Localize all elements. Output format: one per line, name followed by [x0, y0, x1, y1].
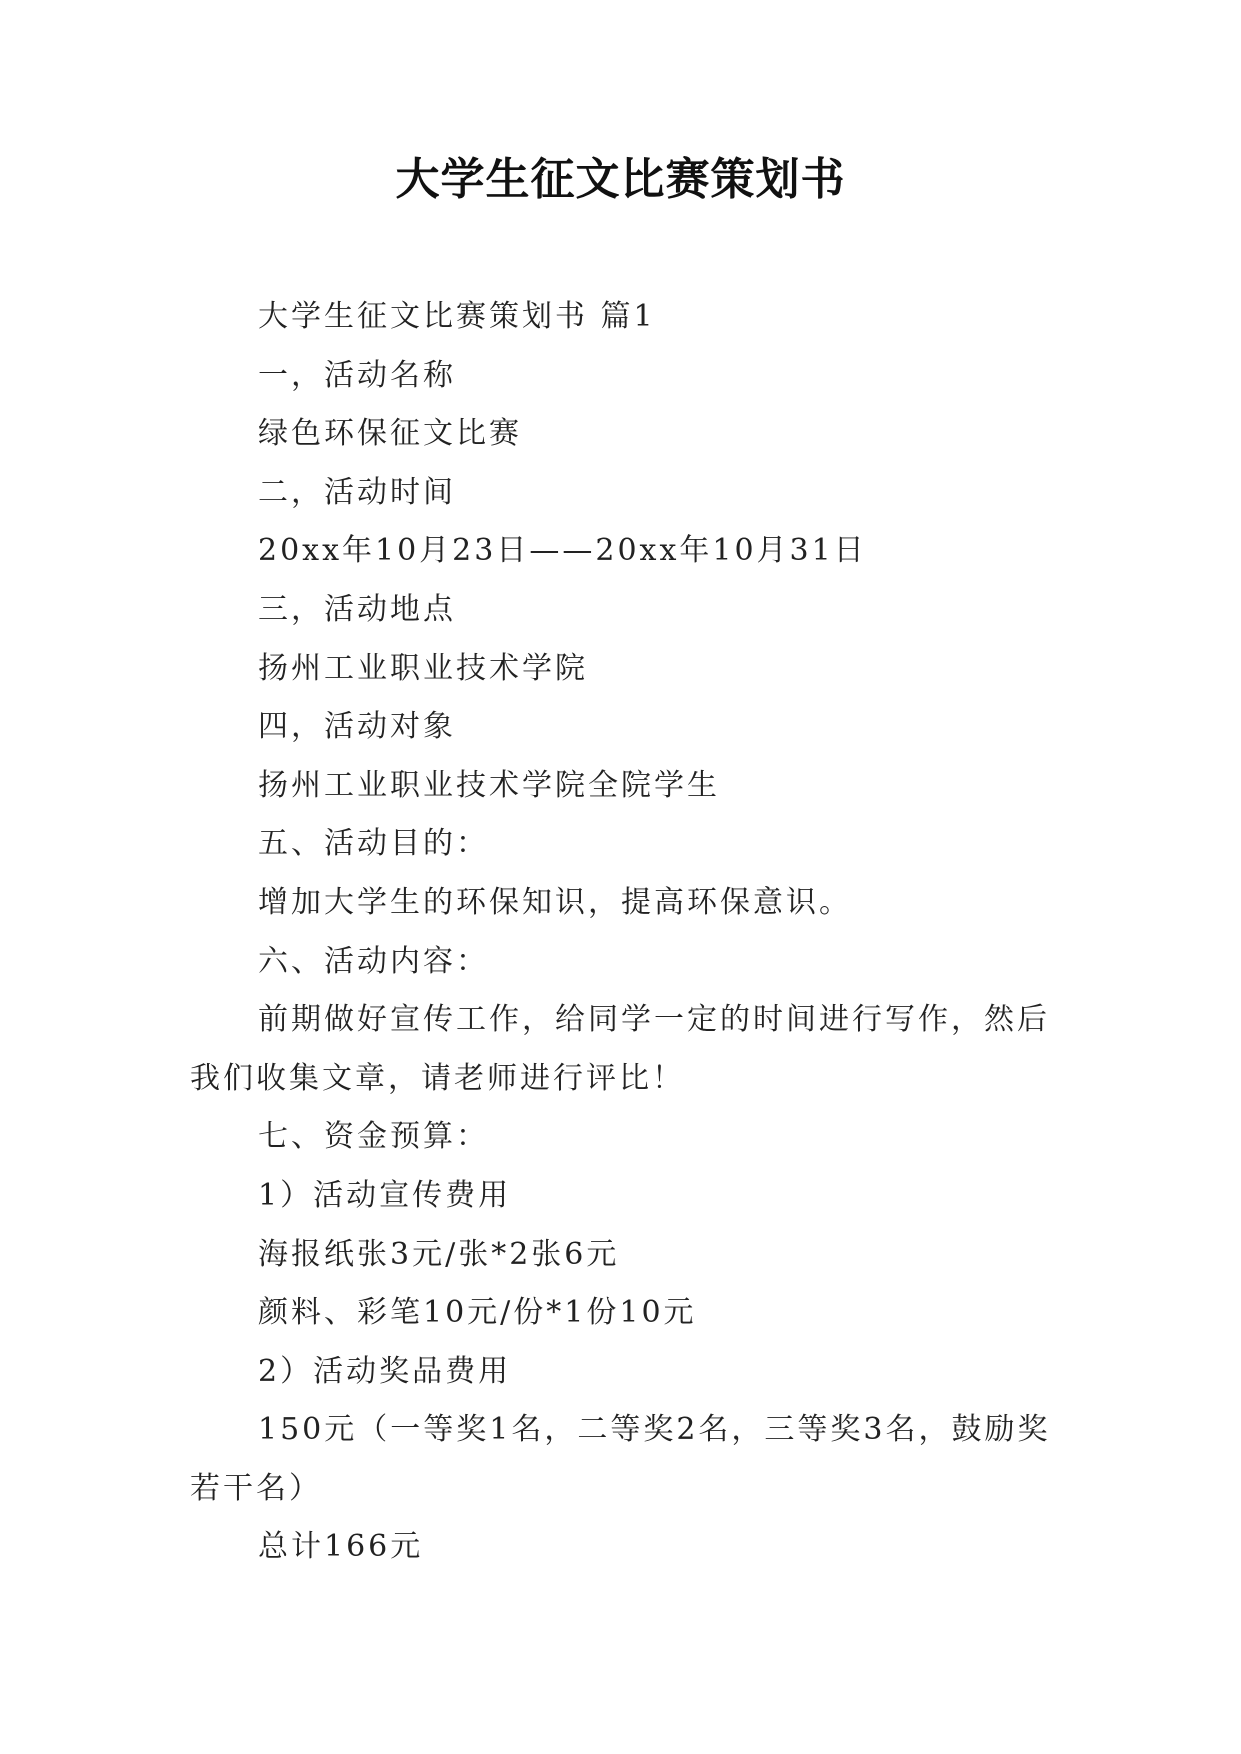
- paragraph-activity-name: 绿色环保征文比赛: [258, 416, 522, 452]
- paragraph-section-4-title: 四，活动对象: [258, 709, 456, 745]
- paragraph-budget-poster: 海报纸张3元/张*2张6元: [258, 1236, 620, 1272]
- paragraph-section-1-title: 一，活动名称: [258, 357, 456, 393]
- paragraph-activity-location: 扬州工业职业技术学院: [258, 650, 588, 686]
- paragraph-budget-total: 总计166元: [258, 1529, 424, 1565]
- paragraph-section-6-title: 六、活动内容：: [258, 943, 489, 979]
- paragraph-budget-prize-detail: 150元（一等奖1名，二等奖2名，三等奖3名，鼓励奖若干名）: [190, 1412, 1051, 1506]
- paragraph-section-5-title: 五、活动目的：: [258, 826, 489, 862]
- paragraph-activity-content: 前期做好宣传工作，给同学一定的时间进行写作，然后我们收集文章，请老师进行评比！: [190, 1002, 1050, 1096]
- paragraph-budget-prize-title: 2）活动奖品费用: [258, 1353, 512, 1389]
- paragraph-activity-purpose: 增加大学生的环保知识，提高环保意识。: [258, 884, 852, 920]
- paragraph-budget-promotion-title: 1）活动宣传费用: [258, 1177, 512, 1213]
- paragraph-activity-time: 20xx年10月23日——20xx年10月31日: [258, 533, 867, 569]
- paragraph-section-3-title: 三，活动地点: [258, 591, 456, 627]
- paragraph-section-2-title: 二，活动时间: [258, 474, 456, 510]
- document-body: [190, 288, 1052, 1577]
- document-title: 大学生征文比赛策划书: [395, 154, 846, 205]
- paragraph-section-7-title: 七、资金预算：: [258, 1119, 489, 1155]
- paragraph-activity-audience: 扬州工业职业技术学院全院学生: [258, 767, 720, 803]
- paragraph-budget-paint: 颜料、彩笔10元/份*1份10元: [258, 1295, 697, 1331]
- paragraph-heading: 大学生征文比赛策划书 篇1: [258, 299, 656, 334]
